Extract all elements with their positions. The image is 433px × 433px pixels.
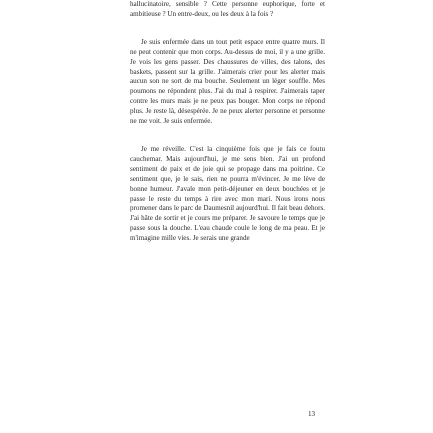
paragraph-1: hallucinatoire, sensible ? Cette personne euphorique, forte et ambitieuse ? Un entre-deux, ou les deux à la fois ? — [130, 0, 325, 18]
paragraph-spacer — [130, 20, 325, 38]
page-number: 13 — [308, 410, 316, 418]
paragraph-2: Je suis enfermée dans un tout petit espace entre quatre murs. Il ne peut contenir que mon corps. Au-dessus de moi, il y a une grille. Je vois les gens passer. Des chaussures de villes, des talons, des baskets, passent sur la grille. J'aimerais crier pour les alerter mais aucun son ne sort de ma bouche. Seulement un léger souffle. Mes poumons ne répondent plus. J'ai du mal à respirer. J'aimerais taper contre les murs mais je ne peux pas bouger. Mon corps ne répond plus. Je reste là, désespérée. Je ne peux alerter personne et personne ne me voit. Je suis enfermée. — [130, 37, 325, 126]
paragraph-3: Je me réveille. C'est la cinquième fois que je fais ce foutu cauchemar. Mais aujourd'hui, je me sens bien. J'ai un profond sentiment de paix et de joie qui se propage dans ma poitrine. Ce sentiment que, je le sais, rien ne pourra m'évincer. Je me lève de bonne humeur. J'avale mon petit-déjeuner en deux bouchées et je passe le reste du temps à rire avec mon mari. Nous irons nous promener dans le parc de Daumesnil aujourd'hui. Il fait beau dehors. J'ai hâte de sortir et je cours me préparer. Je savoure le temps que je passe sous la douche. L'eau chaude coule le long de ma peau. Et je m'imagine mille vies. Je serais une grande — [130, 144, 325, 243]
paragraph-spacer — [130, 127, 325, 145]
text-column — [130, 0, 325, 244]
